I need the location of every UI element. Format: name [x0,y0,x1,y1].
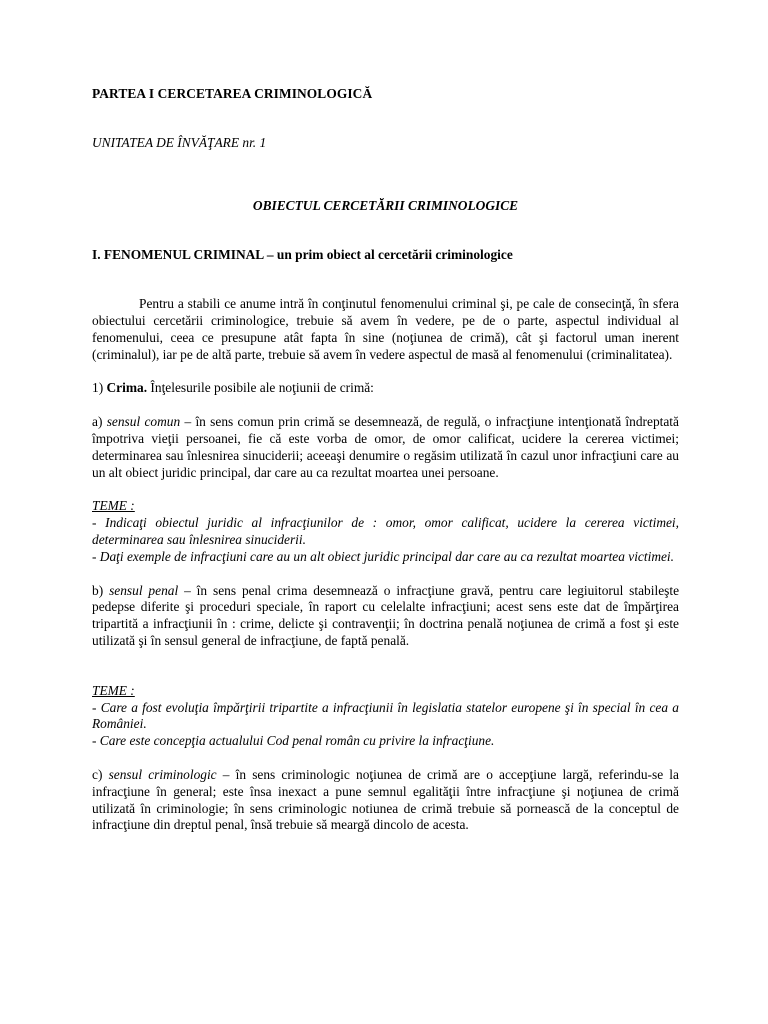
sens-penal-paragraph [92,583,679,650]
sens-criminologic-text: – în sens criminologic noţiunea de crimă are o accepţiune largă, referindu-se la infracţiune în general; este însa inexact a pune semnul egalităţii între infracţiune şi noţiunea de crimă utilizată în criminologie; în sens criminologic notiunea de crimă trebuie să pornească de la conceptul de infracţiune din dreptul penal, însă trebuie să meargă dincolo de acesta. [92,766,679,833]
teme-label-1: TEME : [92,498,135,514]
teme-2-item-1: - Care a fost evoluţia împărţirii tripartite a infracţiunii în legislatia statelor europene şi în special în cea a României. [92,699,679,732]
section-title: I. FENOMENUL CRIMINAL – un prim obiect al cercetării criminologice [92,247,513,263]
crima-heading [92,380,679,397]
sens-penal-text: – în sens penal crima desemnează o infracţiune gravă, pentru care legiuitorul stabileşte pedepse diferite şi proceduri speciale, în raport cu celelalte infracţiuni; acest sens este dat de împărţirea tripartită a infracţiunii în : crime, delicte şi contravenţii; în doctrina penală noţiunea de crimă a fost şi este utilizată şi în sensul general de infracţiune, de faptă penală. [92,582,680,648]
sens-criminologic-letter: c) [92,766,103,782]
sens-comun-term: sensul comun [106,414,181,430]
sens-comun-text: – în sens comun prin crimă se desemnează, de regulă, o infracţiune intenţionată îndreptată împotriva vieţii persoanei, fie că este vorba de omor, de omor calificat, ucidere la cererea victimei; determinarea sau înlesnirea sinuciderii; aceeaşi denumire o regăsim utilizată în cazul unor infracţiuni care au un alt obiect juridic principal, dar care au ca rezultat moartea unei persoane. [92,414,679,480]
teme-1-item-1: - Indicaţi obiectul juridic al infracţiunilor de : omor, omor calificat, ucidere la cererea victimei, determinarea sau înlesnirea sinuciderii. [92,515,679,547]
crima-text: Înţelesurile posibile ale noţiunii de crimă: [150,380,374,396]
teme-block-1 [92,498,679,565]
document-page [92,86,679,834]
crima-number: 1) [92,380,104,396]
sens-penal-letter: b) [92,582,104,598]
teme-1-item-2: - Daţi exemple de infracţiuni care au un alt obiect juridic principal dar care au ca rezultat moartea victimei. [92,548,675,564]
teme-2-item-2: - Care este concepţia actualului Cod penal român cu privire la infracţiune. [92,733,495,749]
sens-criminologic-paragraph [92,767,679,834]
sens-penal-term: sensul penal [109,582,179,598]
teme-block-2 [92,683,679,750]
part-title: PARTEA I CERCETAREA CRIMINOLOGICĂ [92,86,373,101]
sens-comun-letter: a) [92,414,103,430]
sens-comun-paragraph [92,414,679,481]
teme-label-2: TEME : [92,682,135,698]
object-title: OBIECTUL CERCETĂRII CRIMINOLOGICE [252,197,519,213]
crima-label: Crima. [106,380,148,396]
intro-paragraph: Pentru a stabili ce anume intră în conţinutul fenomenului criminal şi, pe cale de consecinţă, în sfera obiectului cercetării criminologice, trebuie să avem în vedere, pe de o parte, aspectul individual al fenomenului, ceea ce presupune atât fapta în sine (noţiunea de crimă), cât şi factorul uman inerent (criminalul), iar pe de altă parte, trebuie să avem în vedere aspectul de masă al fenomenului (criminalitatea). [92,296,679,362]
unit-title: UNITATEA DE ÎNVĂŢARE nr. 1 [92,134,267,150]
sens-criminologic-term: sensul criminologic [108,766,217,782]
